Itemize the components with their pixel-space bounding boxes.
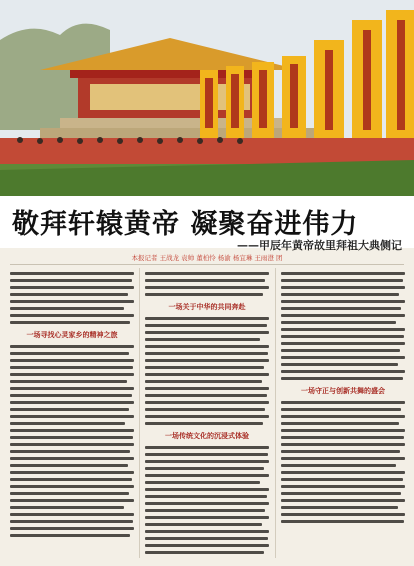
column-divider-2 bbox=[275, 268, 276, 558]
ceremony-photo bbox=[0, 0, 414, 196]
article-headline: 敬拜轩辕黄帝 凝聚奋进伟力 bbox=[12, 209, 359, 240]
section-heading-3: 一场传统文化的沉浸式体验 bbox=[165, 432, 249, 440]
ceremony-photo-illustration bbox=[0, 0, 414, 196]
column-divider-1 bbox=[139, 268, 140, 558]
header-divider bbox=[10, 264, 404, 265]
text-column-3 bbox=[281, 268, 405, 560]
text-column-2 bbox=[145, 268, 269, 560]
article-subtitle: ——甲辰年黄帝故里拜祖大典侧记 bbox=[237, 239, 402, 252]
text-column-1 bbox=[10, 268, 134, 560]
article-byline: 本报记者 王战龙 袁帅 董柏怜 杨渝 杨宜琳 王雨澄 团 bbox=[131, 254, 283, 262]
section-heading-4: 一场守正与创新共舞的盛会 bbox=[301, 387, 385, 395]
section-heading-2: 一场关于中华的共同奔赴 bbox=[168, 303, 246, 311]
section-heading-1: 一场寻找心灵家乡的精神之旅 bbox=[26, 331, 118, 339]
